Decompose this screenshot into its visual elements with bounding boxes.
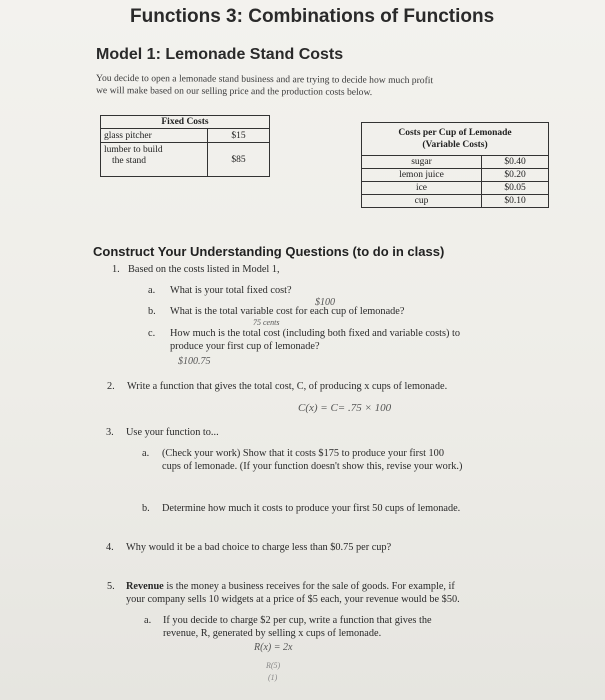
question-text: What is your total fixed cost? <box>170 285 292 296</box>
table-cell-cost: $0.20 <box>482 169 549 182</box>
question-text: Why would it be a bad choice to charge less than $0.75 per cup? <box>126 542 392 553</box>
handwritten-answer: 75 cents <box>253 318 280 327</box>
question-number: 2. <box>107 381 115 392</box>
table-cell-cost: $0.05 <box>482 182 549 195</box>
variable-costs-table <box>361 122 549 208</box>
term-revenue: Revenue <box>126 581 164 592</box>
question-text: Based on the costs listed in Model 1, <box>128 264 280 275</box>
question-number: 1. <box>112 264 120 275</box>
fixed-costs-header: Fixed Costs <box>101 116 270 129</box>
table-cell-item: cup <box>362 195 482 208</box>
handwritten-scribble: R(5) <box>266 661 281 670</box>
question-text: (Check your work) Show that it costs $175 to produce your first 100 <box>162 448 444 459</box>
page-title: Functions 3: Combinations of Functions <box>130 6 495 27</box>
item-line: the stand <box>112 156 147 166</box>
question-text: your company sells 10 widgets at a price of $5 each, your revenue would be $50. <box>126 594 460 605</box>
table-cell-item: sugar <box>362 156 482 169</box>
handwritten-answer: $100 <box>315 297 335 308</box>
table-cell-cost: $0.40 <box>482 156 549 169</box>
question-text: produce your first cup of lemonade? <box>170 341 320 352</box>
question-number: 3. <box>106 427 114 438</box>
sub-letter: a. <box>142 448 150 459</box>
question-text: How much is the total cost (including both fixed and variable costs) to <box>170 328 460 339</box>
section-heading: Construct Your Understanding Questions (to do in class) <box>93 244 445 259</box>
question-text: cups of lemonade. (If your function doesn't show this, revise your work.) <box>162 461 463 472</box>
table-cell-cost: $85 <box>208 143 270 177</box>
fixed-costs-table <box>100 115 270 177</box>
handwritten-scribble: (1) <box>268 673 278 682</box>
table-cell-item: lemon juice <box>362 169 482 182</box>
intro-line-1: You decide to open a lemonade stand business and are trying to decide how much profit <box>95 72 434 87</box>
table-cell-item <box>101 143 208 177</box>
question-text: Use your function to... <box>126 427 219 438</box>
item-line: lumber to build <box>104 145 163 155</box>
question-number: 4. <box>106 542 114 553</box>
table-cell-cost: $15 <box>208 129 270 143</box>
sub-letter: c. <box>148 328 156 339</box>
handwritten-answer: $100.75 <box>178 356 211 367</box>
question-text: What is the total variable cost for each cup of lemonade? <box>170 306 405 317</box>
table-cell-cost: $0.10 <box>482 195 549 208</box>
header-line: (Variable Costs) <box>422 140 488 150</box>
question-text: Write a function that gives the total cost, C, of producing x cups of lemonade. <box>127 381 448 392</box>
question-text-rest: is the money a business receives for the sale of goods. For example, if <box>163 581 455 592</box>
question-text: Determine how much it costs to produce your first 50 cups of lemonade. <box>162 503 461 514</box>
sub-letter: a. <box>144 615 152 626</box>
question-text: revenue, R, generated by selling x cups of lemonade. <box>163 628 382 639</box>
model-heading: Model 1: Lemonade Stand Costs <box>96 46 344 63</box>
question-number: 5. <box>107 581 115 592</box>
question-text: If you decide to charge $2 per cup, write a function that gives the <box>163 615 432 626</box>
variable-costs-header <box>362 123 549 156</box>
question-text <box>126 581 455 592</box>
handwritten-answer: C(x) = C= .75 × 100 <box>298 402 392 414</box>
intro-line-2: we will make based on our selling price and the production costs below. <box>95 85 373 98</box>
header-line: Costs per Cup of Lemonade <box>398 128 512 138</box>
table-cell-item: ice <box>362 182 482 195</box>
sub-letter: b. <box>142 503 150 514</box>
sub-letter: b. <box>148 306 156 317</box>
table-cell-item: glass pitcher <box>101 129 208 143</box>
handwritten-answer: R(x) = 2x <box>254 642 293 653</box>
sub-letter: a. <box>148 285 156 296</box>
